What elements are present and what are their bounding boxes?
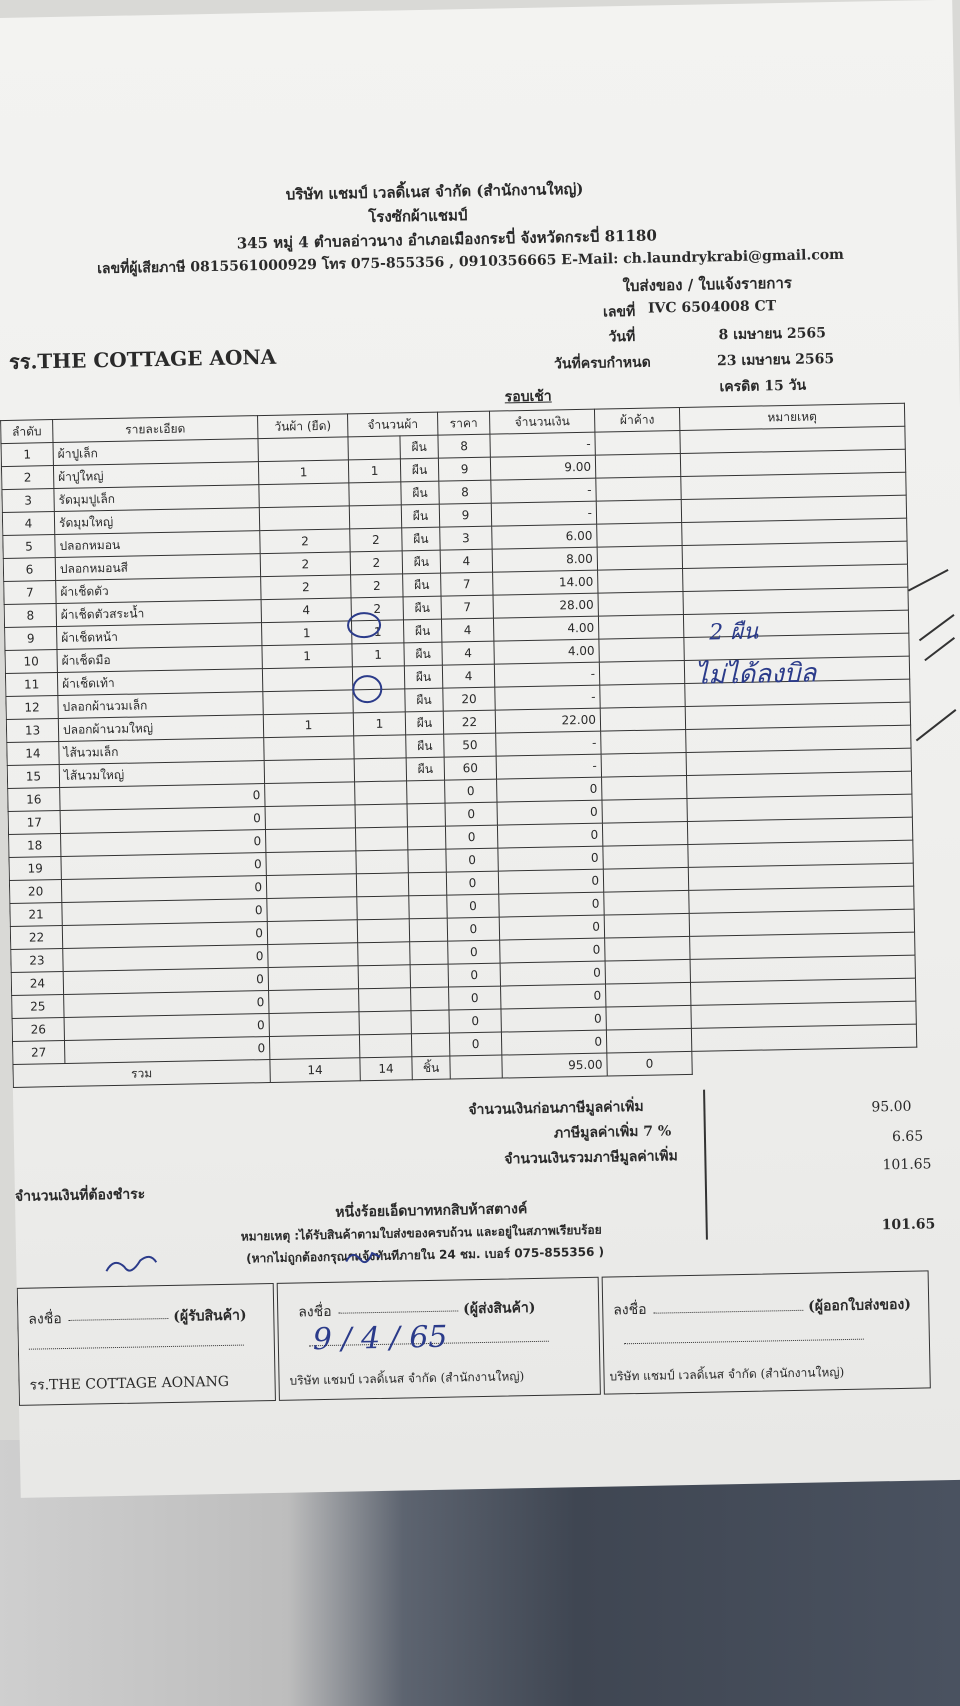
- row-qty-sent: 2: [260, 552, 350, 577]
- row-price: 0: [447, 894, 499, 918]
- row-item: 0: [64, 991, 269, 1018]
- vat-amount: 6.65: [891, 1128, 924, 1146]
- row-amount: 0: [499, 892, 604, 917]
- col-header: ลำดับ: [1, 420, 53, 444]
- row-amount: 4.00: [493, 616, 598, 641]
- row-index: 22: [10, 925, 62, 949]
- row-qty: 1: [352, 643, 404, 667]
- credit-terms: เครดิต 15 วัน: [719, 377, 807, 396]
- sender-sign-label: ลงชื่อ: [298, 1303, 332, 1321]
- row-unit: ผืน: [405, 688, 443, 712]
- pay-label: จำนวนเงินที่ต้องชำระ: [14, 1186, 146, 1205]
- row-price: 8: [439, 480, 491, 504]
- handwritten-note-row10: ไม่ได้ลงบิล: [694, 658, 817, 691]
- row-price: 0: [449, 986, 501, 1010]
- row-item: ปลอกผ้านวมเล็ก: [58, 692, 263, 719]
- receiver-signature: [106, 1257, 156, 1272]
- receiver-role: (ผู้รับสินค้า): [173, 1307, 247, 1325]
- row-amount: -: [496, 754, 601, 779]
- doc-type: ใบส่งของ / ใบแจ้งรายการ: [622, 273, 793, 296]
- pre-vat-amount: 95.00: [871, 1098, 912, 1116]
- col-header: หมายเหตุ: [679, 403, 904, 430]
- row-unit: ผืน: [406, 757, 444, 781]
- row-qty: 2: [351, 574, 403, 598]
- company-name: บริษัท แชมป์ เวลดิ้เนส จำกัด (สำนักงานใหญ่): [285, 179, 584, 204]
- row-amount: -: [495, 685, 600, 710]
- row-amount: 0: [500, 961, 605, 986]
- row-index: 23: [11, 948, 63, 972]
- row-index: 10: [5, 650, 57, 674]
- row-item: ผ้าปูใหญ่: [53, 462, 258, 489]
- row-price: 0: [445, 802, 497, 826]
- row-amount: 0: [498, 846, 603, 871]
- row-qty: 2: [350, 528, 402, 552]
- row-amount: 0: [501, 1030, 606, 1055]
- row-amount: 0: [501, 1007, 606, 1032]
- col-header: ผ้าค้าง: [594, 408, 679, 433]
- row-item: ผ้าเช็ดตัว: [56, 577, 261, 604]
- row-unit: ผืน: [403, 573, 441, 597]
- handwritten-date: 9 / 4 / 65: [312, 1319, 448, 1358]
- date-label: วันที่: [608, 328, 636, 346]
- row-price: 4: [442, 664, 494, 688]
- row-price: 4: [442, 641, 494, 665]
- issuer-role: (ผู้ออกใบส่งของ): [808, 1296, 912, 1315]
- row-price: 0: [446, 848, 498, 872]
- row-unit: ผืน: [406, 734, 444, 758]
- invoice-no: IVC 6504008 CT: [647, 298, 777, 317]
- row-amount: 8.00: [492, 547, 597, 572]
- total-amount: 95.00: [502, 1053, 607, 1078]
- row-index: 27: [12, 1040, 64, 1064]
- round-label: รอบเช้า: [504, 388, 552, 406]
- row-price: 4: [441, 618, 493, 642]
- row-price: 8: [438, 434, 490, 458]
- row-index: 15: [7, 765, 59, 789]
- sender-role: (ผู้ส่งสินค้า): [463, 1299, 536, 1318]
- row-item: ปลอกหมอน: [55, 531, 260, 558]
- row-index: 24: [11, 971, 63, 995]
- row-price: 0: [445, 779, 497, 803]
- row-price: 9: [438, 457, 490, 481]
- row-price: 22: [443, 710, 495, 734]
- margin-ticks: [908, 570, 956, 741]
- circle-mark-row11: [353, 676, 381, 703]
- row-unit: ผืน: [404, 665, 442, 689]
- row-qty-sent: 1: [262, 644, 352, 669]
- row-index: 20: [9, 879, 61, 903]
- circle-mark-row8: [348, 613, 380, 638]
- row-item: 0: [63, 968, 268, 995]
- pay-amount: 101.65: [881, 1216, 936, 1234]
- row-unit: ผืน: [403, 619, 441, 643]
- row-amount: 0: [499, 915, 604, 940]
- row-price: 9: [439, 503, 491, 527]
- row-unit: ผืน: [403, 596, 441, 620]
- row-item: ไส้นวมใหญ่: [59, 761, 264, 788]
- row-price: 0: [445, 825, 497, 849]
- row-index: 17: [8, 810, 60, 834]
- row-qty-sent: 4: [261, 598, 351, 623]
- company-contact: เลขที่ผู้เสียภาษี 0815561000929 โทร 075-855356 , 0910356665 E-Mail: ch.laundrykrabi@gmail.com: [97, 246, 845, 278]
- row-price: 0: [448, 940, 500, 964]
- row-qty-sent: 2: [260, 529, 350, 554]
- row-unit: ผืน: [401, 481, 439, 505]
- row-price: 0: [448, 963, 500, 987]
- row-index: 5: [3, 535, 55, 559]
- row-item: 0: [62, 899, 267, 926]
- row-unit: ผืน: [402, 550, 440, 574]
- row-item: ผ้าเช็ดเท้า: [57, 669, 262, 696]
- row-item: 0: [61, 853, 266, 880]
- row-item: 0: [61, 830, 266, 857]
- company-sub: โรงซักผ้าแชมป์: [368, 206, 468, 226]
- col-header: รายละเอียด: [53, 416, 258, 443]
- row-price: 4: [440, 549, 492, 573]
- row-index: 14: [7, 742, 59, 766]
- total-label: รวม: [13, 1060, 270, 1088]
- row-item: ผ้าเช็ดหน้า: [57, 623, 262, 650]
- row-amount: 9.00: [490, 455, 595, 480]
- row-amount: -: [491, 478, 596, 503]
- row-item: 0: [64, 1014, 269, 1041]
- row-index: 26: [12, 1017, 64, 1041]
- total-unit: ชิ้น: [412, 1056, 450, 1080]
- row-item: รัดมุมใหญ่: [54, 508, 259, 535]
- row-item: ปลอกหมอนสี: [55, 554, 260, 581]
- row-index: 11: [5, 673, 57, 697]
- row-amount: 22.00: [495, 708, 600, 733]
- pay-words: หนึ่งร้อยเอ็ดบาทหกสิบห้าสตางค์: [335, 1201, 528, 1221]
- receiver-org: รร.THE COTTAGE AONANG: [29, 1373, 230, 1394]
- col-header: จำนวนเงิน: [489, 409, 594, 434]
- row-amount: 6.00: [492, 524, 597, 549]
- row-unit: ผืน: [400, 435, 438, 459]
- row-qty-sent: 1: [262, 621, 352, 646]
- row-qty-sent: 2: [261, 575, 351, 600]
- row-price: 20: [443, 687, 495, 711]
- handwritten-note-row8: 2 ผืน: [709, 619, 759, 646]
- row-index: 7: [4, 581, 56, 605]
- row-qty-sent: 1: [258, 460, 348, 485]
- sender-signature: [346, 1253, 380, 1263]
- row-amount: 0: [497, 777, 602, 802]
- row-amount: 4.00: [494, 639, 599, 664]
- row-price: 0: [447, 917, 499, 941]
- row-index: 21: [10, 902, 62, 926]
- with-vat-amount: 101.65: [882, 1156, 932, 1174]
- row-item: 0: [60, 784, 265, 811]
- row-item: ผ้าปูเล็ก: [53, 439, 258, 466]
- row-item: 0: [61, 876, 266, 903]
- col-header: วันผ้า (ยืด): [258, 414, 348, 439]
- row-amount: 28.00: [493, 593, 598, 618]
- row-item: ไส้นวมเล็ก: [59, 738, 264, 765]
- row-unit: ผืน: [405, 711, 443, 735]
- due-date: 23 เมษายน 2565: [716, 351, 835, 370]
- row-price: 50: [444, 733, 496, 757]
- row-index: 8: [4, 604, 56, 628]
- pre-vat-label: จำนวนเงินก่อนภาษีมูลค่าเพิ่ม: [468, 1098, 644, 1119]
- issuer-sign-label: ลงชื่อ: [613, 1301, 647, 1319]
- row-item: 0: [62, 922, 267, 949]
- row-amount: -: [491, 501, 596, 526]
- receiver-sign-label: ลงชื่อ: [28, 1311, 62, 1328]
- row-qty: 2: [351, 597, 403, 621]
- row-price: 0: [449, 1009, 501, 1033]
- row-amount: 14.00: [493, 570, 598, 595]
- due-date-label: วันที่ครบกำหนด: [553, 354, 651, 373]
- row-unit: ผืน: [404, 642, 442, 666]
- row-unit: ผืน: [401, 504, 439, 528]
- row-amount: 0: [501, 984, 606, 1009]
- row-price: 0: [446, 871, 498, 895]
- row-price: 0: [449, 1032, 501, 1056]
- row-index: 4: [2, 512, 54, 536]
- row-unit: ผืน: [402, 527, 440, 551]
- sender-org: บริษัท แชมป์ เวลดิ้เนส จำกัด (สำนักงานใหญ่): [289, 1369, 525, 1388]
- row-qty: 2: [350, 551, 402, 575]
- row-amount: -: [490, 432, 595, 457]
- row-amount: -: [494, 662, 599, 687]
- row-index: 2: [1, 466, 53, 490]
- total-pending: 0: [607, 1051, 692, 1076]
- row-index: 18: [9, 833, 61, 857]
- row-amount: 0: [497, 800, 602, 825]
- note-line-1: หมายเหตุ :ได้รับสินค้าตามใบส่งของครบถ้วน และอยู่ในสภาพเรียบร้อย: [240, 1222, 602, 1244]
- row-index: 13: [6, 719, 58, 743]
- row-qty: 1: [351, 620, 403, 644]
- row-index: 12: [6, 696, 58, 720]
- note-line-2: (หากไม่ถูกต้องกรุณาแจ้งทันทีภายใน 24 ชม. เบอร์ 075-855356 ): [246, 1244, 605, 1266]
- company-address: 345 หมู่ 4 ตำบลอ่าวนาง อำเภอเมืองกระบี่ จังหวัดกระบี่ 81180: [236, 226, 658, 253]
- row-unit: ผืน: [400, 458, 438, 482]
- with-vat-label: จำนวนเงินรวมภาษีมูลค่าเพิ่ม: [504, 1148, 678, 1168]
- row-item: 0: [60, 807, 265, 834]
- row-qty: 1: [353, 712, 405, 736]
- row-qty: 1: [348, 459, 400, 483]
- row-item: ผ้าเช็ดตัวสระน้ำ: [56, 600, 261, 627]
- row-price: 3: [440, 526, 492, 550]
- row-index: 19: [9, 856, 61, 880]
- customer-name: รร.THE COTTAGE AONA: [8, 344, 277, 374]
- row-price: 60: [444, 756, 496, 780]
- issuer-org: บริษัท แชมป์ เวลดิ้เนส จำกัด (สำนักงานใหญ่): [609, 1365, 845, 1384]
- row-qty-sent: 1: [263, 713, 353, 738]
- row-price: 7: [441, 572, 493, 596]
- col-header: ราคา: [437, 411, 489, 435]
- row-item: ปลอกผ้านวมใหญ่: [58, 715, 263, 742]
- col-header: จำนวนผ้า: [348, 412, 438, 437]
- row-amount: -: [496, 731, 601, 756]
- invoice-no-label: เลขที่: [602, 303, 636, 321]
- row-index: 3: [2, 489, 54, 513]
- vat-label: ภาษีมูลค่าเพิ่ม 7 %: [553, 1123, 672, 1142]
- row-item: 0: [64, 1037, 269, 1064]
- row-index: 6: [3, 558, 55, 582]
- date-value: 8 เมษายน 2565: [718, 325, 827, 344]
- row-amount: 0: [497, 823, 602, 848]
- row-item: 0: [63, 945, 268, 972]
- row-amount: 0: [498, 869, 603, 894]
- row-index: 9: [5, 627, 57, 651]
- row-item: ผ้าเช็ดมือ: [57, 646, 262, 673]
- total-qty-1: 14: [270, 1058, 360, 1083]
- row-index: 25: [12, 994, 64, 1018]
- row-price: 7: [441, 595, 493, 619]
- row-item: รัดมุมปูเล็ก: [54, 485, 259, 512]
- total-qty-2: 14: [360, 1057, 412, 1081]
- row-amount: 0: [500, 938, 605, 963]
- row-index: 16: [8, 788, 60, 812]
- row-index: 1: [1, 443, 53, 467]
